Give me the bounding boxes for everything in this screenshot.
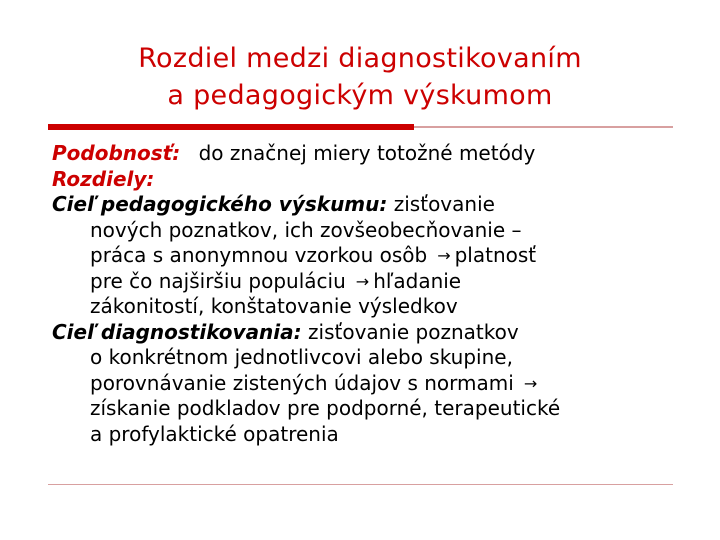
diagnostics-goal-label: Cieľ diagnostikovania: <box>52 319 302 344</box>
research-goal-line-2: nových poznatkov, ich zovšeobecňovanie – <box>90 217 522 242</box>
slide-title <box>40 40 680 114</box>
research-goal-line-4 <box>52 269 672 295</box>
right-arrow-icon: → <box>355 271 370 291</box>
differences-label: Rozdiely: <box>52 166 155 191</box>
research-goal-line-4a: pre čo najširšiu populáciu <box>90 268 346 293</box>
research-goal-line-5: zákonitostí, konštatovanie výsledkov <box>90 294 458 318</box>
research-goal-line-3a: práca s anonymnou vzorkou osôb <box>90 243 428 267</box>
diagnostics-goal-paragraph <box>52 320 672 448</box>
title-divider-accent <box>48 124 414 130</box>
right-arrow-icon: → <box>523 373 538 393</box>
diagnostics-goal-line-3a: porovnávanie zistených údajov s normami <box>90 370 514 395</box>
similarity-text: do značnej miery totožné metódy <box>198 141 536 165</box>
diagnostics-goal-line-2: o konkrétnom jednotlivcovi alebo skupine, <box>90 345 513 369</box>
title-line-1: Rozdiel medzi diagnostikovaním <box>138 43 582 74</box>
research-goal-line-1: zisťovanie <box>393 192 495 216</box>
footer-divider <box>48 484 673 485</box>
research-goal-label: Cieľ pedagogického výskumu: <box>52 192 388 216</box>
research-goal-line-3b: platnosť <box>454 243 537 267</box>
right-arrow-icon: → <box>437 246 451 265</box>
research-goal-paragraph <box>52 192 672 320</box>
diagnostics-goal-line-4: získanie podkladov pre podporné, terapeutické <box>90 396 561 420</box>
differences-paragraph <box>52 167 672 193</box>
similarity-label: Podobnosť: <box>52 141 181 165</box>
title-line-2: a pedagogickým výskumom <box>167 80 553 111</box>
diagnostics-goal-line-3 <box>52 371 672 397</box>
slide-body <box>52 141 672 447</box>
research-goal-line-4b: hľadanie <box>373 268 462 293</box>
diagnostics-goal-line-1: zisťovanie poznatkov <box>308 319 519 344</box>
diagnostics-goal-line-5: a profylaktické opatrenia <box>90 421 339 446</box>
similarity-paragraph <box>52 141 672 167</box>
research-goal-line-3 <box>52 243 672 269</box>
